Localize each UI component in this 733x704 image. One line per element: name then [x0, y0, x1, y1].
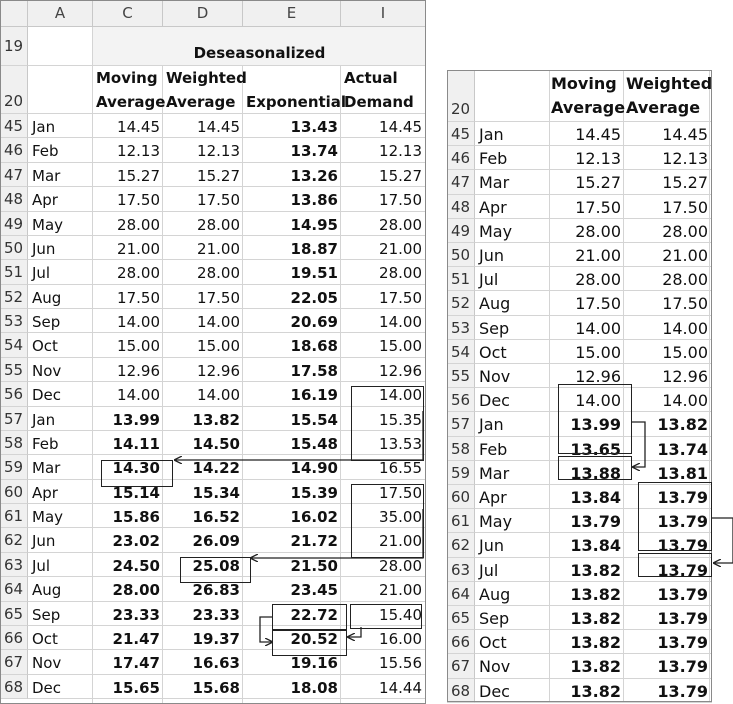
actual-demand-cell[interactable]: 16.55	[379, 459, 422, 478]
moving-average-cell[interactable]: 13.82	[570, 681, 621, 701]
column-header-a[interactable]: A	[28, 0, 93, 27]
moving-average-cell[interactable]: 13.84	[570, 536, 621, 556]
weighted-average-cell[interactable]: 21.00	[662, 246, 708, 265]
month-cell[interactable]: Aug	[479, 294, 511, 314]
actual-demand-cell[interactable]: 15.27	[379, 166, 422, 185]
row-number[interactable]: 45	[447, 122, 475, 146]
month-cell[interactable]: Feb	[32, 142, 59, 161]
month-cell[interactable]: Apr	[32, 483, 58, 502]
row-number[interactable]: 48	[447, 195, 475, 219]
weighted-average-cell[interactable]: 12.96	[197, 361, 240, 380]
row-number[interactable]: 66	[0, 626, 28, 650]
actual-demand-cell[interactable]: 21.00	[379, 239, 422, 258]
weighted-average-cell[interactable]: 15.00	[197, 337, 240, 356]
row-number[interactable]: 45	[0, 114, 28, 138]
row-number[interactable]: 46	[0, 138, 28, 162]
actual-demand-cell[interactable]: 15.00	[379, 337, 422, 356]
month-cell[interactable]: Apr	[32, 191, 58, 210]
actual-demand-cell[interactable]: 28.00	[379, 215, 422, 234]
moving-average-cell[interactable]: 12.13	[575, 149, 621, 169]
moving-average-cell[interactable]: 14.45	[575, 125, 621, 144]
row-number-19[interactable]: 19	[0, 27, 28, 66]
row-number[interactable]: 65	[0, 602, 28, 626]
row-number-20[interactable]: 20	[0, 66, 28, 114]
row-number[interactable]: 52	[0, 285, 28, 309]
month-cell[interactable]: Jul	[479, 270, 499, 290]
row-number[interactable]: 63	[0, 553, 28, 577]
header-weighted-2: Average	[166, 93, 236, 111]
month-cell[interactable]: Oct	[479, 342, 507, 362]
row-number[interactable]: 50	[447, 243, 475, 267]
exponential-cell[interactable]: 13.74	[290, 142, 338, 161]
highlight-exp-66	[272, 630, 347, 656]
month-cell[interactable]: Sep	[32, 313, 61, 331]
weighted-average-cell[interactable]: 17.50	[197, 288, 240, 307]
row-number[interactable]: 59	[447, 461, 475, 485]
actual-demand-cell[interactable]: 14.44	[379, 678, 422, 697]
weighted-average-cell[interactable]: 12.13	[197, 142, 240, 161]
moving-average-cell[interactable]: 13.99	[570, 415, 621, 435]
month-cell[interactable]: Jan	[479, 415, 504, 435]
moving-average-cell[interactable]: 14.30	[112, 459, 160, 478]
weighted-average-cell[interactable]: 14.22	[192, 459, 240, 478]
month-cell[interactable]: Sep	[32, 605, 61, 624]
weighted-average-cell[interactable]: 17.50	[662, 197, 708, 217]
exponential-cell[interactable]: 17.58	[290, 361, 338, 380]
highlight-actual-56-58	[351, 386, 424, 461]
weighted-average-cell[interactable]: 14.45	[197, 118, 240, 136]
row-number[interactable]: 51	[447, 267, 475, 291]
row-number[interactable]: 46	[447, 146, 475, 170]
month-cell[interactable]: May	[479, 512, 513, 532]
moving-average-cell[interactable]: 17.50	[117, 288, 160, 307]
highlight-weighted-63	[180, 557, 251, 583]
month-cell[interactable]: Jan	[479, 125, 504, 144]
actual-demand-cell[interactable]: 15.40	[379, 605, 422, 624]
month-cell[interactable]: Apr	[479, 197, 507, 217]
weighted-average-cell[interactable]: 15.27	[662, 173, 708, 193]
actual-demand-cell[interactable]: 17.50	[379, 483, 422, 502]
row-number[interactable]: 53	[0, 309, 28, 333]
exponential-cell[interactable]: 13.86	[290, 191, 338, 210]
actual-demand-cell[interactable]: 35.00	[379, 508, 422, 526]
row-number[interactable]: 62	[447, 533, 475, 557]
column-header-d[interactable]: D	[163, 0, 243, 27]
weighted-average-cell[interactable]: 21.00	[197, 239, 240, 258]
moving-average-cell[interactable]: 12.96	[117, 361, 160, 380]
highlight-weighted-63	[638, 553, 712, 577]
row-number[interactable]: 68	[447, 679, 475, 703]
weighted-average-cell[interactable]: 15.68	[192, 678, 240, 697]
weighted-average-cell[interactable]: 13.79	[657, 488, 708, 507]
highlight-weighted-60-62	[638, 482, 712, 551]
month-cell[interactable]: Jul	[32, 556, 51, 575]
row-number[interactable]: 49	[447, 219, 475, 243]
weighted-average-cell[interactable]: 15.27	[197, 166, 240, 185]
row-number[interactable]: 56	[0, 382, 28, 406]
moving-average-cell[interactable]: 21.00	[117, 239, 160, 258]
month-cell[interactable]: Mar	[32, 459, 61, 478]
month-cell[interactable]: Dec	[32, 678, 62, 697]
actual-demand-cell[interactable]: 14.00	[379, 386, 422, 405]
moving-average-cell[interactable]: 12.13	[117, 142, 160, 161]
weighted-average-cell[interactable]: 13.79	[657, 560, 708, 580]
weighted-average-cell[interactable]: 13.82	[657, 415, 708, 435]
moving-average-cell[interactable]: 17.47	[112, 654, 160, 673]
weighted-average-cell[interactable]: 28.00	[662, 270, 708, 290]
weighted-average-cell[interactable]: 28.00	[662, 221, 708, 241]
row-number[interactable]: 54	[447, 340, 475, 364]
header-weighted-2: Average	[626, 98, 701, 117]
row-number[interactable]: 66	[447, 630, 475, 654]
header-moving-1: Moving	[551, 74, 617, 93]
month-cell[interactable]: Nov	[32, 361, 62, 380]
row-number[interactable]: 61	[0, 504, 28, 528]
row-number[interactable]: 64	[447, 582, 475, 606]
header-moving-2: Average	[551, 98, 626, 117]
exponential-cell[interactable]: 19.51	[290, 264, 338, 283]
actual-demand-cell[interactable]: 15.35	[379, 410, 422, 429]
exponential-cell[interactable]: 22.72	[290, 605, 338, 624]
row-number[interactable]: 60	[447, 485, 475, 509]
month-cell[interactable]: Aug	[32, 581, 62, 600]
header-actual-1: Actual	[344, 69, 398, 87]
moving-average-cell[interactable]: 15.14	[112, 483, 160, 502]
month-cell[interactable]: Jun	[32, 532, 56, 551]
row-number[interactable]: 58	[0, 431, 28, 455]
highlight-moving-59	[101, 460, 173, 487]
actual-demand-cell[interactable]: 21.00	[379, 581, 422, 600]
row-number[interactable]: 55	[0, 358, 28, 382]
actual-demand-cell[interactable]: 13.53	[379, 434, 422, 453]
row-number[interactable]: 62	[0, 528, 28, 552]
moving-average-cell[interactable]: 14.00	[575, 391, 621, 411]
header-moving-2: Average	[96, 93, 166, 111]
row-number[interactable]: 58	[447, 437, 475, 461]
moving-average-cell[interactable]: 28.00	[117, 264, 160, 283]
actual-demand-cell[interactable]: 14.00	[379, 313, 422, 331]
moving-average-cell[interactable]: 28.00	[117, 215, 160, 234]
weighted-average-cell[interactable]: 13.74	[657, 439, 708, 459]
weighted-average-cell[interactable]: 13.82	[192, 410, 240, 429]
row-number[interactable]: 48	[0, 187, 28, 211]
row-number[interactable]: 54	[0, 333, 28, 357]
month-cell[interactable]: Jun	[479, 246, 504, 265]
month-cell[interactable]: May	[32, 215, 64, 234]
month-cell[interactable]: May	[479, 221, 513, 241]
moving-average-cell[interactable]: 13.88	[570, 463, 621, 483]
exponential-cell[interactable]: 20.52	[290, 629, 338, 648]
row-number-20[interactable]: 20	[447, 70, 475, 122]
moving-average-cell[interactable]: 13.82	[570, 657, 621, 677]
header-weighted-1: Weighted	[166, 69, 247, 87]
exponential-cell[interactable]: 14.90	[290, 459, 338, 478]
weighted-average-cell[interactable]: 13.79	[657, 609, 708, 628]
moving-average-cell[interactable]: 13.99	[112, 410, 160, 429]
highlight-moving-56-58	[558, 384, 632, 454]
exponential-cell[interactable]: 18.87	[290, 239, 338, 258]
header-moving-1: Moving	[96, 69, 158, 87]
actual-demand-cell[interactable]: 16.00	[379, 629, 422, 648]
weighted-average-cell[interactable]: 13.79	[657, 512, 708, 532]
actual-demand-cell[interactable]: 17.50	[379, 191, 422, 210]
month-cell[interactable]: Jan	[32, 410, 56, 429]
row-number[interactable]: 63	[447, 558, 475, 582]
exponential-cell[interactable]: 15.48	[290, 434, 338, 453]
weighted-average-cell[interactable]: 16.63	[192, 654, 240, 673]
column-header-i[interactable]: I	[341, 0, 426, 27]
exponential-cell[interactable]: 21.50	[290, 556, 338, 575]
row-number[interactable]: 56	[447, 388, 475, 412]
row-number[interactable]: 60	[0, 480, 28, 504]
month-cell[interactable]: Dec	[479, 681, 510, 701]
actual-demand-cell[interactable]: 17.50	[379, 288, 422, 307]
moving-average-cell[interactable]: 14.00	[117, 386, 160, 405]
row-number[interactable]: 47	[0, 163, 28, 187]
moving-average-cell[interactable]: 14.11	[112, 434, 160, 453]
month-cell[interactable]: Nov	[32, 654, 62, 673]
exponential-cell[interactable]: 20.69	[290, 313, 338, 331]
moving-average-cell[interactable]: 15.00	[117, 337, 160, 356]
weighted-average-cell[interactable]: 17.50	[662, 294, 708, 314]
header-exponential: Exponential	[246, 93, 347, 111]
row-number[interactable]: 52	[447, 291, 475, 315]
exponential-cell[interactable]: 16.19	[290, 386, 338, 405]
row-number[interactable]: 55	[447, 364, 475, 388]
highlight-moving-59	[558, 456, 632, 480]
right-spreadsheet	[447, 70, 712, 702]
exponential-cell[interactable]: 14.95	[290, 215, 338, 234]
weighted-average-cell[interactable]: 23.33	[192, 605, 240, 624]
moving-average-cell[interactable]: 21.47	[112, 629, 160, 648]
actual-demand-cell[interactable]: 15.56	[379, 654, 422, 673]
month-cell[interactable]: Feb	[32, 434, 59, 453]
weighted-average-cell[interactable]: 13.79	[657, 536, 708, 556]
month-cell[interactable]: Feb	[479, 439, 508, 459]
month-cell[interactable]: Jun	[479, 536, 504, 556]
month-cell[interactable]: Jun	[32, 239, 56, 258]
row-number[interactable]: 47	[447, 170, 475, 194]
actual-demand-cell[interactable]: 14.45	[379, 118, 422, 136]
month-cell[interactable]: Apr	[479, 488, 507, 507]
weighted-average-cell[interactable]: 19.37	[192, 629, 240, 648]
row-number[interactable]: 64	[0, 577, 28, 601]
weighted-average-cell[interactable]: 13.79	[657, 584, 708, 604]
row-number[interactable]: 65	[447, 606, 475, 630]
moving-average-cell[interactable]: 23.33	[112, 605, 160, 624]
actual-demand-cell[interactable]: 28.00	[379, 264, 422, 283]
month-cell[interactable]: May	[32, 508, 64, 526]
exponential-cell[interactable]: 18.68	[290, 337, 338, 356]
moving-average-cell[interactable]: 15.65	[112, 678, 160, 697]
weighted-average-cell[interactable]: 13.81	[657, 463, 708, 483]
row-number[interactable]: 67	[0, 650, 28, 674]
moving-average-cell[interactable]: 28.00	[575, 270, 621, 290]
month-cell[interactable]: Oct	[479, 633, 507, 653]
moving-average-cell[interactable]: 23.02	[112, 532, 160, 551]
row-number[interactable]: 51	[0, 260, 28, 284]
month-cell[interactable]: Sep	[479, 609, 510, 628]
weighted-average-cell[interactable]: 12.13	[662, 149, 708, 169]
moving-average-cell[interactable]: 24.50	[112, 556, 160, 575]
month-cell[interactable]: Nov	[479, 657, 511, 677]
actual-demand-cell[interactable]: 21.00	[379, 532, 422, 551]
actual-demand-cell[interactable]: 28.00	[379, 556, 422, 575]
sheet-title: Deseasonalized	[193, 44, 326, 62]
exponential-cell[interactable]: 13.26	[290, 166, 338, 185]
row-number[interactable]: 68	[0, 675, 28, 699]
moving-average-cell[interactable]: 14.00	[575, 318, 621, 338]
weighted-average-cell[interactable]: 28.00	[197, 215, 240, 234]
weighted-average-cell[interactable]: 14.00	[662, 318, 708, 338]
weighted-average-cell[interactable]: 12.96	[662, 367, 708, 386]
weighted-average-cell[interactable]: 26.09	[192, 532, 240, 551]
row-number[interactable]: 50	[0, 236, 28, 260]
row-number[interactable]: 53	[447, 316, 475, 340]
weighted-average-cell[interactable]: 13.79	[657, 633, 708, 653]
moving-average-cell[interactable]: 13.82	[570, 584, 621, 604]
month-cell[interactable]: Dec	[32, 386, 62, 405]
month-cell[interactable]: Jul	[479, 560, 499, 580]
weighted-average-cell[interactable]: 15.34	[192, 483, 240, 502]
moving-average-cell[interactable]: 28.00	[112, 581, 160, 600]
column-header-e[interactable]: E	[243, 0, 341, 27]
exponential-cell[interactable]: 15.39	[290, 483, 338, 502]
weighted-average-cell[interactable]: 13.79	[657, 657, 708, 677]
exponential-cell[interactable]: 22.05	[290, 288, 338, 307]
exponential-cell[interactable]: 15.54	[290, 410, 338, 429]
moving-average-cell[interactable]: 13.82	[570, 609, 621, 628]
highlight-exp-65	[272, 604, 347, 630]
moving-average-cell[interactable]: 14.00	[117, 313, 160, 331]
weighted-average-cell[interactable]: 14.50	[192, 434, 240, 453]
moving-average-cell[interactable]: 17.50	[575, 294, 621, 314]
header-weighted-1: Weighted	[626, 74, 713, 93]
moving-average-cell[interactable]: 15.00	[575, 342, 621, 362]
exponential-cell[interactable]: 16.02	[290, 508, 338, 526]
exponential-cell[interactable]: 21.72	[290, 532, 338, 551]
weighted-average-cell[interactable]: 15.00	[662, 342, 708, 362]
month-cell[interactable]: Oct	[32, 629, 58, 648]
weighted-average-cell[interactable]: 14.00	[197, 313, 240, 331]
moving-average-cell[interactable]: 13.65	[570, 439, 621, 459]
moving-average-cell[interactable]: 15.27	[117, 166, 160, 185]
highlight-actual-60-62	[351, 484, 424, 558]
moving-average-cell[interactable]: 13.79	[570, 512, 621, 532]
moving-average-cell[interactable]: 12.96	[575, 367, 621, 386]
month-cell[interactable]: Mar	[479, 463, 510, 483]
moving-average-cell[interactable]: 13.82	[570, 560, 621, 580]
month-cell[interactable]: Sep	[479, 318, 510, 338]
actual-demand-cell[interactable]: 12.96	[379, 361, 422, 380]
column-header-c[interactable]: C	[93, 0, 163, 27]
month-cell[interactable]: Oct	[32, 337, 58, 356]
weighted-average-cell[interactable]: 14.45	[662, 125, 708, 144]
month-cell[interactable]: Jan	[32, 118, 56, 136]
row-number[interactable]: 57	[447, 412, 475, 436]
month-cell[interactable]: Dec	[479, 391, 510, 411]
moving-average-cell[interactable]: 15.27	[575, 173, 621, 193]
moving-average-cell[interactable]: 13.82	[570, 633, 621, 653]
row-number[interactable]: 61	[447, 509, 475, 533]
highlight-actual-65	[350, 604, 422, 629]
month-cell[interactable]: Aug	[32, 288, 62, 307]
moving-average-cell[interactable]: 28.00	[575, 221, 621, 241]
month-cell[interactable]: Jul	[32, 264, 51, 283]
row-number[interactable]: 59	[0, 455, 28, 479]
month-cell[interactable]: Feb	[479, 149, 508, 169]
exponential-cell[interactable]: 13.43	[290, 118, 338, 136]
moving-average-cell[interactable]: 14.45	[117, 118, 160, 136]
moving-average-cell[interactable]: 17.50	[117, 191, 160, 210]
weighted-average-cell[interactable]: 25.08	[192, 556, 240, 575]
row-number[interactable]: 57	[0, 407, 28, 431]
weighted-average-cell[interactable]: 16.52	[192, 508, 240, 526]
weighted-average-cell[interactable]: 17.50	[197, 191, 240, 210]
moving-average-cell[interactable]: 17.50	[575, 197, 621, 217]
month-cell[interactable]: Mar	[32, 166, 61, 185]
exponential-cell[interactable]: 19.16	[290, 654, 338, 673]
weighted-average-cell[interactable]: 28.00	[197, 264, 240, 283]
exponential-cell[interactable]: 18.08	[290, 678, 338, 697]
weighted-average-cell[interactable]: 26.83	[192, 581, 240, 600]
moving-average-cell[interactable]: 15.86	[112, 508, 160, 526]
arrow-right-weighted	[712, 518, 733, 563]
weighted-average-cell[interactable]: 14.00	[197, 386, 240, 405]
actual-demand-cell[interactable]: 12.13	[379, 142, 422, 161]
row-number[interactable]: 49	[0, 212, 28, 236]
month-cell[interactable]: Nov	[479, 367, 511, 386]
exponential-cell[interactable]: 23.45	[290, 581, 338, 600]
header-actual-2: Demand	[344, 93, 414, 111]
month-cell[interactable]: Mar	[479, 173, 510, 193]
moving-average-cell[interactable]: 13.84	[570, 488, 621, 507]
moving-average-cell[interactable]: 21.00	[575, 246, 621, 265]
row-number[interactable]: 67	[447, 654, 475, 678]
month-cell[interactable]: Aug	[479, 584, 511, 604]
weighted-average-cell[interactable]: 14.00	[662, 391, 708, 411]
weighted-average-cell[interactable]: 13.79	[657, 681, 708, 701]
